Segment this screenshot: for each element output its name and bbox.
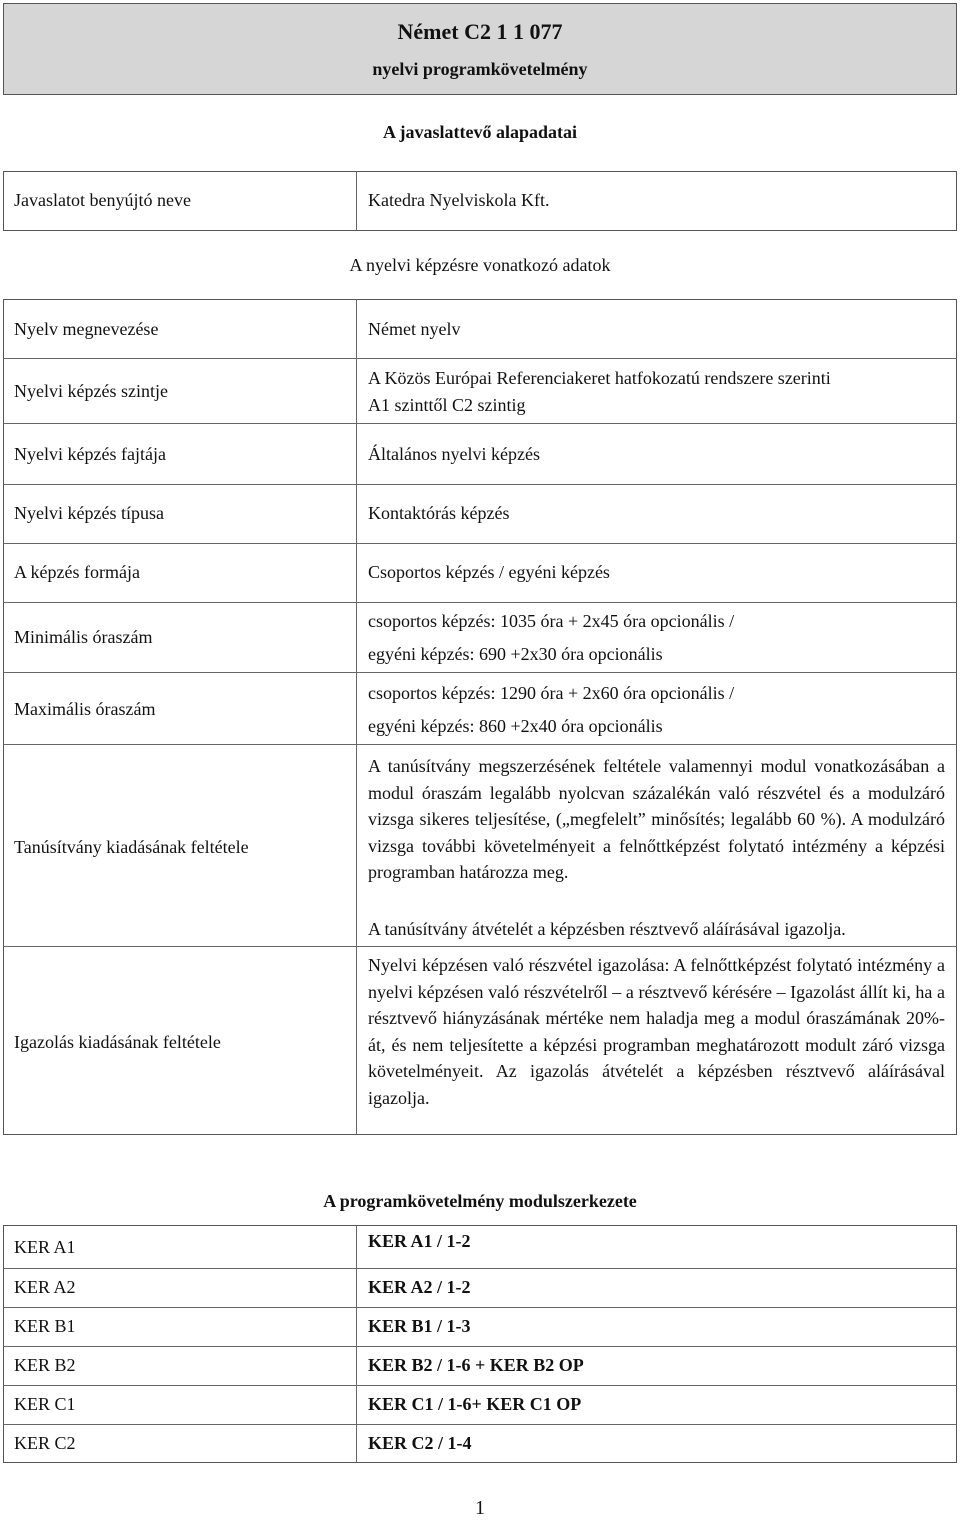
section-title-proposer: A javaslattevő alapadatai (382, 122, 577, 142)
module-code: KER A1 / 1-2 (368, 1231, 471, 1251)
value-type: Kontaktórás képzés (368, 503, 510, 523)
value-level-line2: A1 szinttől C2 szintig (368, 395, 526, 415)
module-level: KER C2 (14, 1433, 76, 1453)
modules-table (3, 1225, 957, 1463)
module-code: KER A2 / 1-2 (368, 1277, 471, 1297)
module-code: KER C1 / 1-6+ KER C1 OP (368, 1394, 582, 1414)
module-code: KER B2 / 1-6 + KER B2 OP (368, 1355, 584, 1375)
page-number: 1 (475, 1497, 485, 1519)
section-title-training: A nyelvi képzésre vonatkozó adatok (349, 255, 611, 275)
proposer-label: Javaslatot benyújtó neve (14, 190, 191, 210)
section-title-modules: A programkövetelmény modulszerkezete (323, 1191, 637, 1211)
value-min-hours-line2: egyéni képzés: 690 +2x30 óra opcionális (368, 644, 663, 664)
value-max-hours-line1: csoportos képzés: 1290 óra + 2x60 óra opcionális / (368, 683, 735, 703)
label-level: Nyelvi képzés szintje (14, 381, 168, 401)
module-level: KER B2 (14, 1355, 76, 1375)
proposer-value: Katedra Nyelviskola Kft. (368, 190, 550, 210)
module-code: KER C2 / 1-4 (368, 1433, 472, 1453)
label-min-hours: Minimális óraszám (14, 627, 153, 647)
value-min-hours-line1: csoportos képzés: 1035 óra + 2x45 óra opcionális / (368, 611, 735, 631)
module-level: KER B1 (14, 1316, 76, 1336)
label-type: Nyelvi képzés típusa (14, 503, 164, 523)
value-level-line1: A Közös Európai Referenciakeret hatfokozatú rendszere szerinti (368, 368, 831, 388)
module-level: KER C1 (14, 1394, 76, 1414)
module-level: KER A1 (14, 1237, 76, 1257)
label-max-hours: Maximális óraszám (14, 699, 156, 719)
certificate-conditions: A tanúsítvány megszerzésének feltétele valamennyi modul vonatkozásában a modul óraszám legalább nyolcvan százalékán való részvétel és a modulzáró vizsga sikeres teljesítése, („megfelelt” minősítés; legalább 60 %). A modulzáró vizsga további követelményeit a felnőttképzést folytató intézmény a képzési programban határozza meg. (368, 756, 945, 882)
attestation-conditions: Nyelvi képzésen való részvétel igazolása: A felnőttképzést folytató intézmény a nyelvi képzésen való részvételről – a résztvevő kérésére – Igazolást állít ki, ha a résztvevő hiányzásának mértéke nem haladja meg a modul óraszámának 20%-át, és nem teljesítette a képzési programban meghatározott modult záró vizsga követelményeit. Az igazolás átvételét a képzésben résztvevő aláírásával igazolja. (368, 955, 945, 1108)
value-max-hours-line2: egyéni képzés: 860 +2x40 óra opcionális (368, 716, 663, 736)
value-form: Csoportos képzés / egyéni képzés (368, 562, 610, 582)
label-attestation: Igazolás kiadásának feltétele (14, 1032, 221, 1052)
certificate-note: A tanúsítvány átvételét a képzésben résztvevő aláírásával igazolja. (368, 919, 846, 939)
value-kind: Általános nyelvi képzés (368, 444, 540, 464)
document-title: Német C2 1 1 077 (397, 19, 563, 44)
label-form: A képzés formája (14, 562, 140, 582)
module-level: KER A2 (14, 1277, 76, 1297)
label-certificate: Tanúsítvány kiadásának feltétele (14, 837, 249, 857)
value-language: Német nyelv (368, 319, 461, 339)
module-code: KER B1 / 1-3 (368, 1316, 471, 1336)
label-kind: Nyelvi képzés fajtája (14, 444, 166, 464)
label-language: Nyelv megnevezése (14, 319, 159, 339)
document-subtitle: nyelvi programkövetelmény (372, 59, 588, 79)
